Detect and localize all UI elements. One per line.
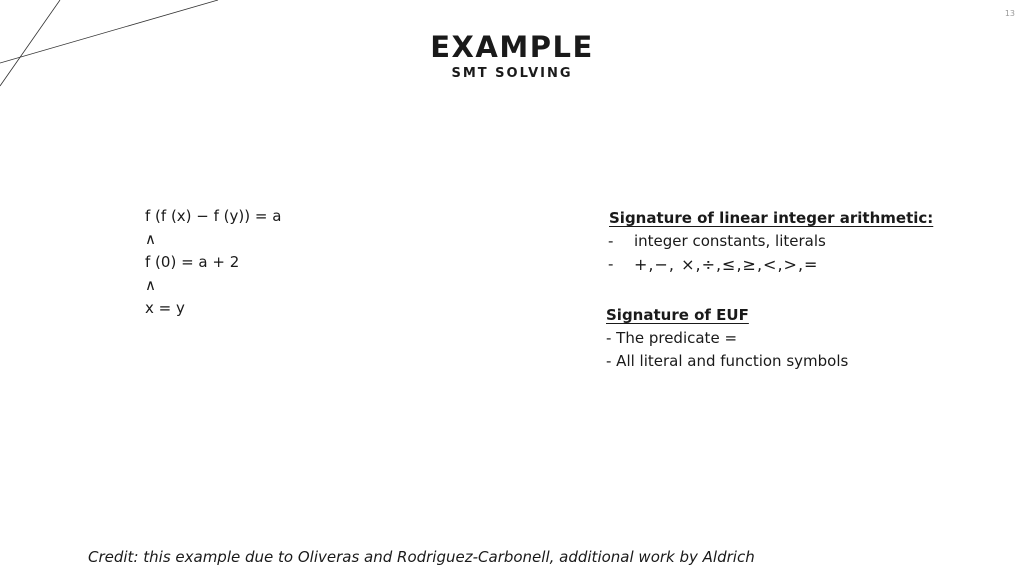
formula-conjunction: ∧: [145, 230, 156, 248]
list-bullet: -: [608, 255, 614, 273]
credit-note: Credit: this example due to Oliveras and Rodriguez-Carbonell, additional work by Aldrich: [88, 548, 755, 566]
formula-conjunction: ∧: [145, 276, 156, 294]
list-item: [609, 253, 933, 276]
page-number: 13: [1004, 9, 1015, 18]
lia-signature-heading: Signature of linear integer arithmetic:: [609, 209, 934, 227]
formula-line: f (f (x) − f (y)) = a: [145, 207, 282, 225]
operator-list: +,−, ×,÷,≤,≥,<,>,=: [634, 255, 819, 274]
slide-subtitle: SMT SOLVING: [451, 66, 573, 81]
list-item-text: integer constants, literals: [634, 232, 826, 250]
euf-signature-heading: Signature of EUF: [606, 306, 749, 324]
list-item: - All literal and function symbols: [606, 352, 849, 370]
slide-title: EXAMPLE: [430, 30, 594, 64]
list-item: - The predicate =: [606, 329, 738, 347]
euf-signature: [606, 304, 848, 373]
list-item: [609, 230, 933, 253]
list-bullet: -: [608, 232, 614, 250]
lia-signature: [609, 206, 933, 276]
formula-line: x = y: [145, 299, 185, 317]
formula-line: f (0) = a + 2: [145, 253, 240, 271]
formula-block: [145, 205, 281, 320]
